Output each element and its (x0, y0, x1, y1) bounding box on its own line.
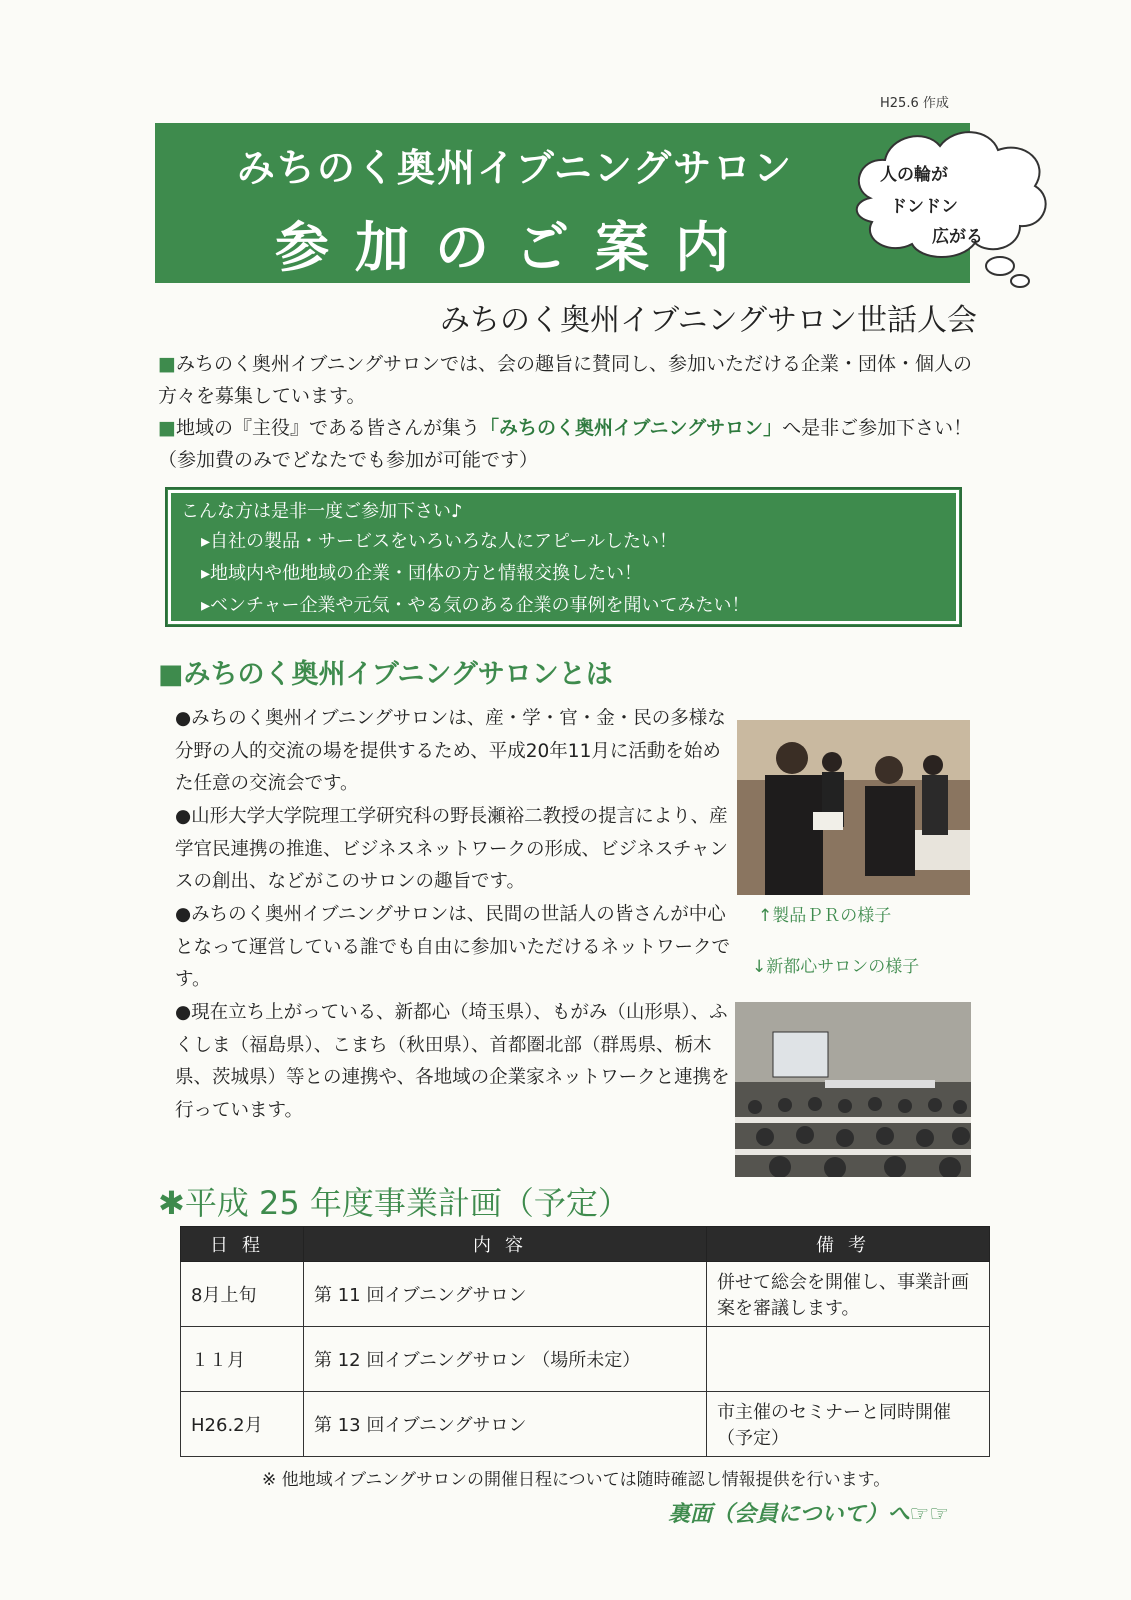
table-row (181, 1392, 990, 1457)
thought-cloud (840, 118, 1060, 293)
about-paragraph: ●山形大学大学院理工学研究科の野長瀬裕二教授の提言により、産学官民連携の推進、ビジネスネットワークの形成、ビジネスチャンスの創出、などがこのサロンの趣旨です。 (175, 806, 728, 892)
cloud-line-2: ドンドン (890, 197, 958, 217)
seminar-photo (735, 1002, 971, 1177)
intro-paragraph-2 (158, 412, 978, 476)
table-row (181, 1262, 990, 1327)
about-paragraph: ●現在立ち上がっている、新都心（埼玉県）、もがみ（山形県）、ふくしま（福島県）、こまち（秋田県）、首都圏北部（群馬県、栃木県、茨城県）等との連携や、各地域の企業家ネットワークと連携を行っています。 (175, 1002, 730, 1121)
schedule-footnote: ※ 他地域イブニングサロンの開催日程については随時確認し情報提供を行います。 (262, 1470, 891, 1490)
column-header-date: 日程 (181, 1227, 304, 1262)
schedule-table (180, 1226, 990, 1457)
row-content: 第 11 回イブニングサロン (304, 1262, 707, 1327)
intro-highlight: 「みちのく奥州イブニングサロン」 (479, 417, 783, 439)
about-paragraph: ●みちのく奥州イブニングサロンは、民間の世話人の皆さんが中心となって運営している誰でも自由に参加いただけるネットワークです。 (175, 904, 731, 990)
column-header-content: 内容 (304, 1227, 707, 1262)
row-note: 市主催のセミナーと同時開催 （予定） (707, 1392, 990, 1457)
callout-item: ▸地域内や他地域の企業・団体の方と情報交換したい！ (201, 563, 643, 584)
row-date: 8月上旬 (181, 1262, 304, 1327)
callout-intro: こんな方は是非一度ご参加下さい♪ (181, 501, 463, 522)
row-content: 第 12 回イブニングサロン （場所未定） (304, 1327, 707, 1392)
row-note: 併せて総会を開催し、事業計画案を審議します。 (707, 1262, 990, 1327)
photo-caption-2: ↓新都心サロンの様子 (752, 957, 920, 977)
row-note (707, 1327, 990, 1392)
intro-text-2b: へ是非ご参加下さい！（参加費のみでどなたでも参加が可能です） (158, 417, 973, 471)
row-date: １１月 (181, 1327, 304, 1392)
square-bullet-icon: ■ (158, 353, 176, 375)
callout-item: ▸自社の製品・サービスをいろいろな人にアピールしたい！ (201, 531, 677, 552)
invitation-callout (165, 487, 962, 627)
organizer-name: みちのく奥州イブニングサロン世話人会 (440, 303, 977, 338)
square-bullet-icon: ■ (158, 417, 176, 439)
about-paragraph: ●みちのく奥州イブニングサロンは、産・学・官・金・民の多様な分野の人的交流の場を提供するため、平成20年11月に活動を始めた任意の交流会です。 (175, 708, 726, 794)
about-heading: ■みちのく奥州イブニングサロンとは (158, 659, 613, 690)
plan-heading: ✱平成 25 年度事業計画（予定） (158, 1184, 630, 1222)
table-header-row (181, 1227, 990, 1262)
cloud-line-3: 広がる (932, 227, 983, 247)
table-row (181, 1327, 990, 1392)
row-date: H26.2月 (181, 1392, 304, 1457)
cloud-line-1: 人の輪が (880, 165, 948, 185)
intro-paragraph-1 (158, 348, 978, 412)
product-pr-photo (737, 720, 970, 895)
banner-subtitle: 参加のご案内 (275, 216, 755, 279)
callout-item: ▸ベンチャー企業や元気・やる気のある企業の事例を聞いてみたい！ (201, 595, 750, 616)
intro-text-2a: 地域の『主役』である皆さんが集う (175, 417, 480, 439)
creation-date: H25.6 作成 (880, 96, 949, 111)
banner-title: みちのく奥州イブニングサロン (236, 146, 794, 190)
photo-caption-1: ↑製品ＰＲの様子 (758, 906, 892, 926)
column-header-note: 備考 (707, 1227, 990, 1262)
intro-text-1: みちのく奥州イブニングサロンでは、会の趣旨に賛同し、参加いただける企業・団体・個人の方々を募集しています。 (158, 353, 973, 407)
back-page-link[interactable]: 裏面（会員について）へ☞☞ (668, 1502, 950, 1527)
row-content: 第 13 回イブニングサロン (304, 1392, 707, 1457)
